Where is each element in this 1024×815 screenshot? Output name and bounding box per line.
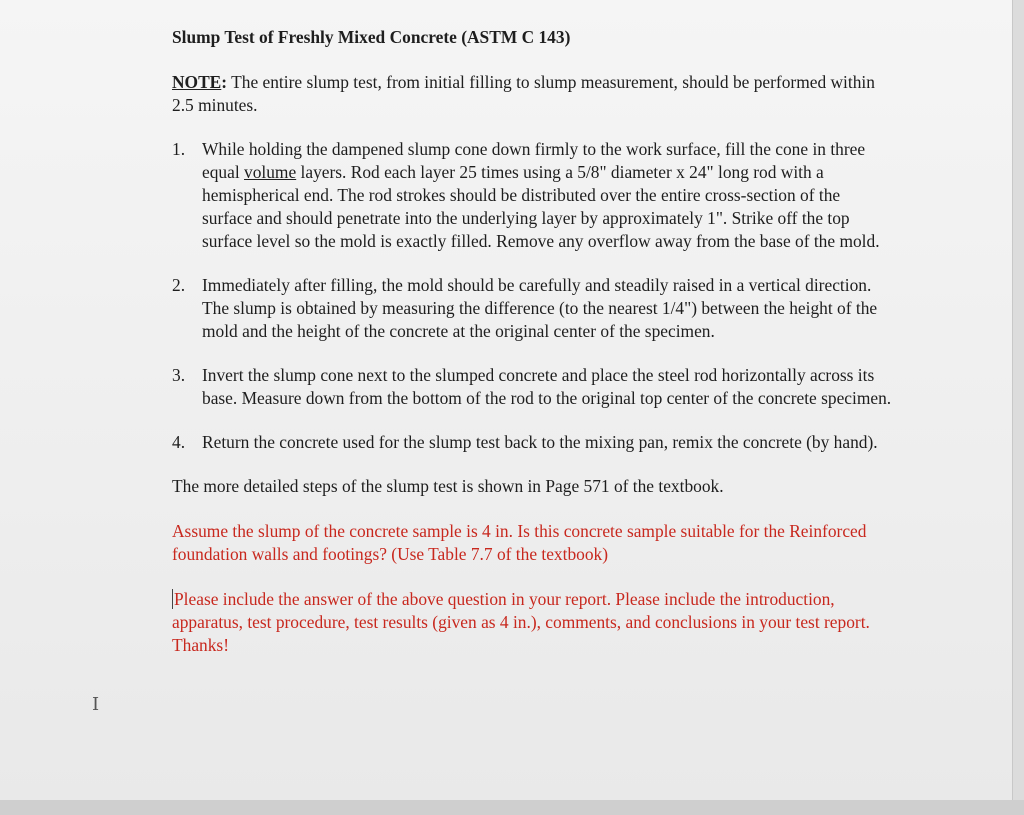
step-text (202, 138, 892, 253)
step-underlined-word: volume (244, 162, 297, 182)
step-item (172, 364, 892, 410)
procedure-steps (172, 138, 892, 454)
step-number: 4. (172, 432, 186, 452)
step-text-before: While holding the dampened slump cone down firmly to the work surface, fill the cone in three equal (202, 139, 866, 182)
detail-reference: The more detailed steps of the slump test is shown in Page 571 of the textbook. (172, 476, 724, 496)
step-text: Return the concrete used for the slump test back to the mixing pan, remix the concrete (by hand). (202, 432, 878, 452)
text-cursor-icon: I (92, 694, 100, 715)
step-number: 1. (172, 139, 186, 159)
report-instructions (172, 588, 892, 657)
step-item (172, 274, 892, 343)
document-title: Slump Test of Freshly Mixed Concrete (ASTM C 143) (172, 27, 571, 47)
note-paragraph (172, 71, 892, 117)
text-caret (172, 589, 173, 609)
note-colon: : (221, 72, 228, 92)
note-text: The entire slump test, from initial filling to slump measurement, should be performed within 2.5 minutes. (172, 72, 875, 115)
step-item (172, 431, 892, 454)
step-number: 3. (172, 365, 186, 385)
step-text-after: layers. Rod each layer 25 times using a 5/8" diameter x 24" long rod with a hemispherical end. The rod strokes should be distributed over the entire cross-section of the surface and should penetrate into the underlying layer by approximately 1". Strike off the top surface level so the mold is exactly filled. Remove any overflow away from the base of the mold. (202, 162, 880, 251)
assignment-question: Assume the slump of the concrete sample is 4 in. Is this concrete sample suitable for the Reinforced foundation walls and footings? (Use Table 7.7 of the textbook) (172, 521, 867, 564)
report-instructions-text: Please include the answer of the above question in your report. Please include the introduction, apparatus, test procedure, test results (given as 4 in.), comments, and conclusions in your test report. Thanks! (172, 589, 870, 655)
bottom-margin (0, 800, 1024, 815)
step-text: Invert the slump cone next to the slumped concrete and place the steel rod horizontally across its base. Measure down from the bottom of the rod to the original top center of the concrete specimen. (202, 365, 892, 408)
step-item (172, 138, 892, 253)
step-number: 2. (172, 275, 186, 295)
document-content (172, 26, 892, 657)
note-label: NOTE (172, 72, 222, 92)
step-text: Immediately after filling, the mold should be carefully and steadily raised in a vertical direction. The slump is obtained by measuring the difference (to the nearest 1/4") between the height of the mold and the height of the concrete at the original center of the specimen. (202, 275, 878, 341)
